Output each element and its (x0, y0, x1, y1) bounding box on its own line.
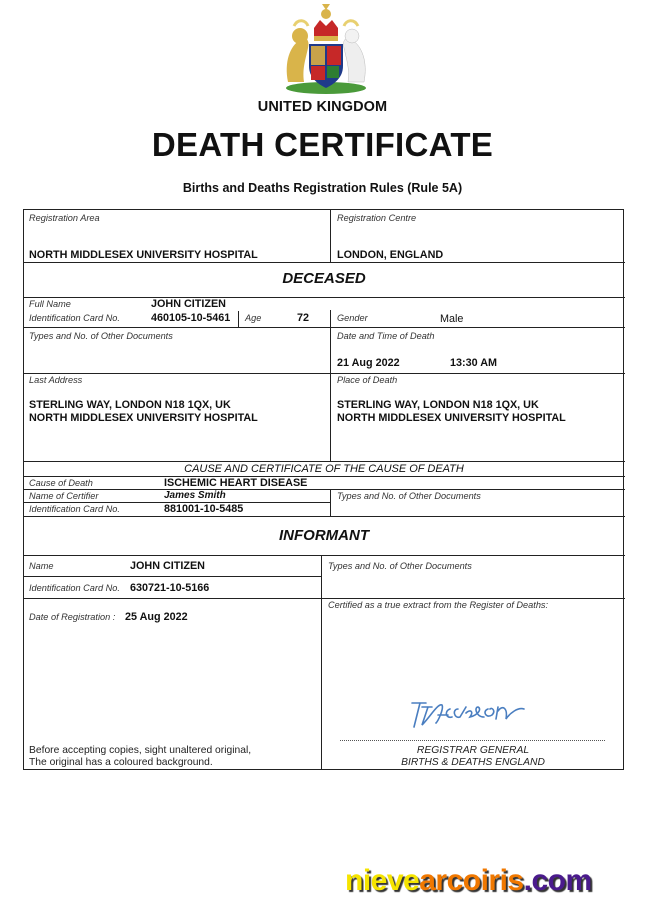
divider (23, 489, 625, 490)
divider (321, 555, 322, 770)
place-of-death-line1: STERLING WAY, LONDON N18 1QX, UK (337, 399, 539, 411)
informant-other-docs-label: Types and No. of Other Documents (328, 561, 472, 571)
last-address-line1: STERLING WAY, LONDON N18 1QX, UK (29, 399, 231, 411)
cause-of-death-value: ISCHEMIC HEART DISEASE (164, 477, 308, 489)
divider (23, 476, 625, 477)
registration-centre-value: LONDON, ENGLAND (337, 249, 444, 261)
place-of-death-line2: NORTH MIDDLESEX UNIVERSITY HOSPITAL (337, 412, 566, 424)
informant-name-label: Name (29, 561, 54, 571)
divider (330, 310, 331, 461)
divider (23, 373, 625, 374)
notice-line1: Before accepting copies, sight unaltered original, (29, 745, 252, 756)
divider (23, 262, 625, 263)
gender-label: Gender (337, 313, 368, 323)
certifier-value: James Smith (164, 490, 226, 501)
notice-line2: The original has a coloured background. (29, 757, 213, 768)
document-title: DEATH CERTIFICATE (151, 126, 494, 163)
place-of-death-label: Place of Death (337, 375, 398, 385)
watermark-part2: arcoiris (419, 864, 524, 897)
time-of-death-value: 13:30 AM (450, 357, 498, 369)
registration-area-value: NORTH MIDDLESEX UNIVERSITY HOSPITAL (29, 249, 258, 261)
date-time-death-label: Date and Time of Death (337, 331, 435, 341)
divider (238, 311, 239, 327)
registration-date-value: 25 Aug 2022 (125, 611, 188, 623)
cause-section-title: CAUSE AND CERTIFICATE OF THE CAUSE OF DEATH (184, 463, 464, 475)
deceased-id-label: Identification Card No. (29, 313, 120, 323)
divider (23, 598, 625, 599)
registration-date-label: Date of Registration : (29, 612, 116, 622)
deceased-id-value: 460105-10-5461 (151, 312, 231, 324)
divider (23, 516, 625, 517)
cause-other-docs-label: Types and No. of Other Documents (337, 491, 481, 501)
signature-line (340, 740, 605, 741)
age-label: Age (245, 313, 262, 323)
age-value: 72 (297, 312, 310, 324)
certifier-id-label: Identification Card No. (29, 504, 120, 514)
divider (330, 489, 331, 516)
document-subtitle: Births and Deaths Registration Rules (Rule 5A) (182, 181, 463, 195)
divider (23, 327, 625, 328)
informant-name-value: JOHN CITIZEN (130, 560, 205, 572)
registrar-office: BIRTHS & DEATHS ENGLAND (401, 757, 545, 768)
last-address-label: Last Address (29, 375, 83, 385)
last-address-line2: NORTH MIDDLESEX UNIVERSITY HOSPITAL (29, 412, 258, 424)
certifier-id-value: 881001-10-5485 (164, 503, 244, 515)
informant-id-label: Identification Card No. (29, 583, 120, 593)
divider (23, 461, 625, 462)
cause-of-death-label: Cause of Death (29, 478, 93, 488)
watermark (345, 864, 592, 898)
divider (23, 555, 625, 556)
registration-area-label: Registration Area (29, 213, 100, 223)
divider (330, 209, 331, 262)
registrar-signature-icon (408, 695, 533, 731)
registration-centre-label: Registration Centre (337, 213, 417, 223)
divider (23, 297, 625, 298)
date-of-death-value: 21 Aug 2022 (337, 357, 400, 369)
registrar-title: REGISTRAR GENERAL (416, 745, 530, 756)
full-name-value: JOHN CITIZEN (151, 298, 226, 310)
deceased-other-docs-label: Types and No. of Other Documents (29, 331, 173, 341)
royal-coat-of-arms-icon (276, 2, 376, 96)
certified-extract-label: Certified as a true extract from the Register of Deaths: (328, 600, 549, 610)
watermark-part3: .com (523, 864, 592, 897)
divider (23, 576, 321, 577)
full-name-label: Full Name (29, 299, 71, 309)
deceased-section-title: DECEASED (282, 270, 366, 287)
certifier-label: Name of Certifier (29, 491, 99, 501)
informant-section-title: INFORMANT (279, 527, 369, 544)
gender-value: Male (440, 313, 464, 325)
informant-id-value: 630721-10-5166 (130, 582, 210, 594)
watermark-part1: nieve (345, 864, 420, 897)
country-heading: UNITED KINGDOM (257, 99, 388, 115)
